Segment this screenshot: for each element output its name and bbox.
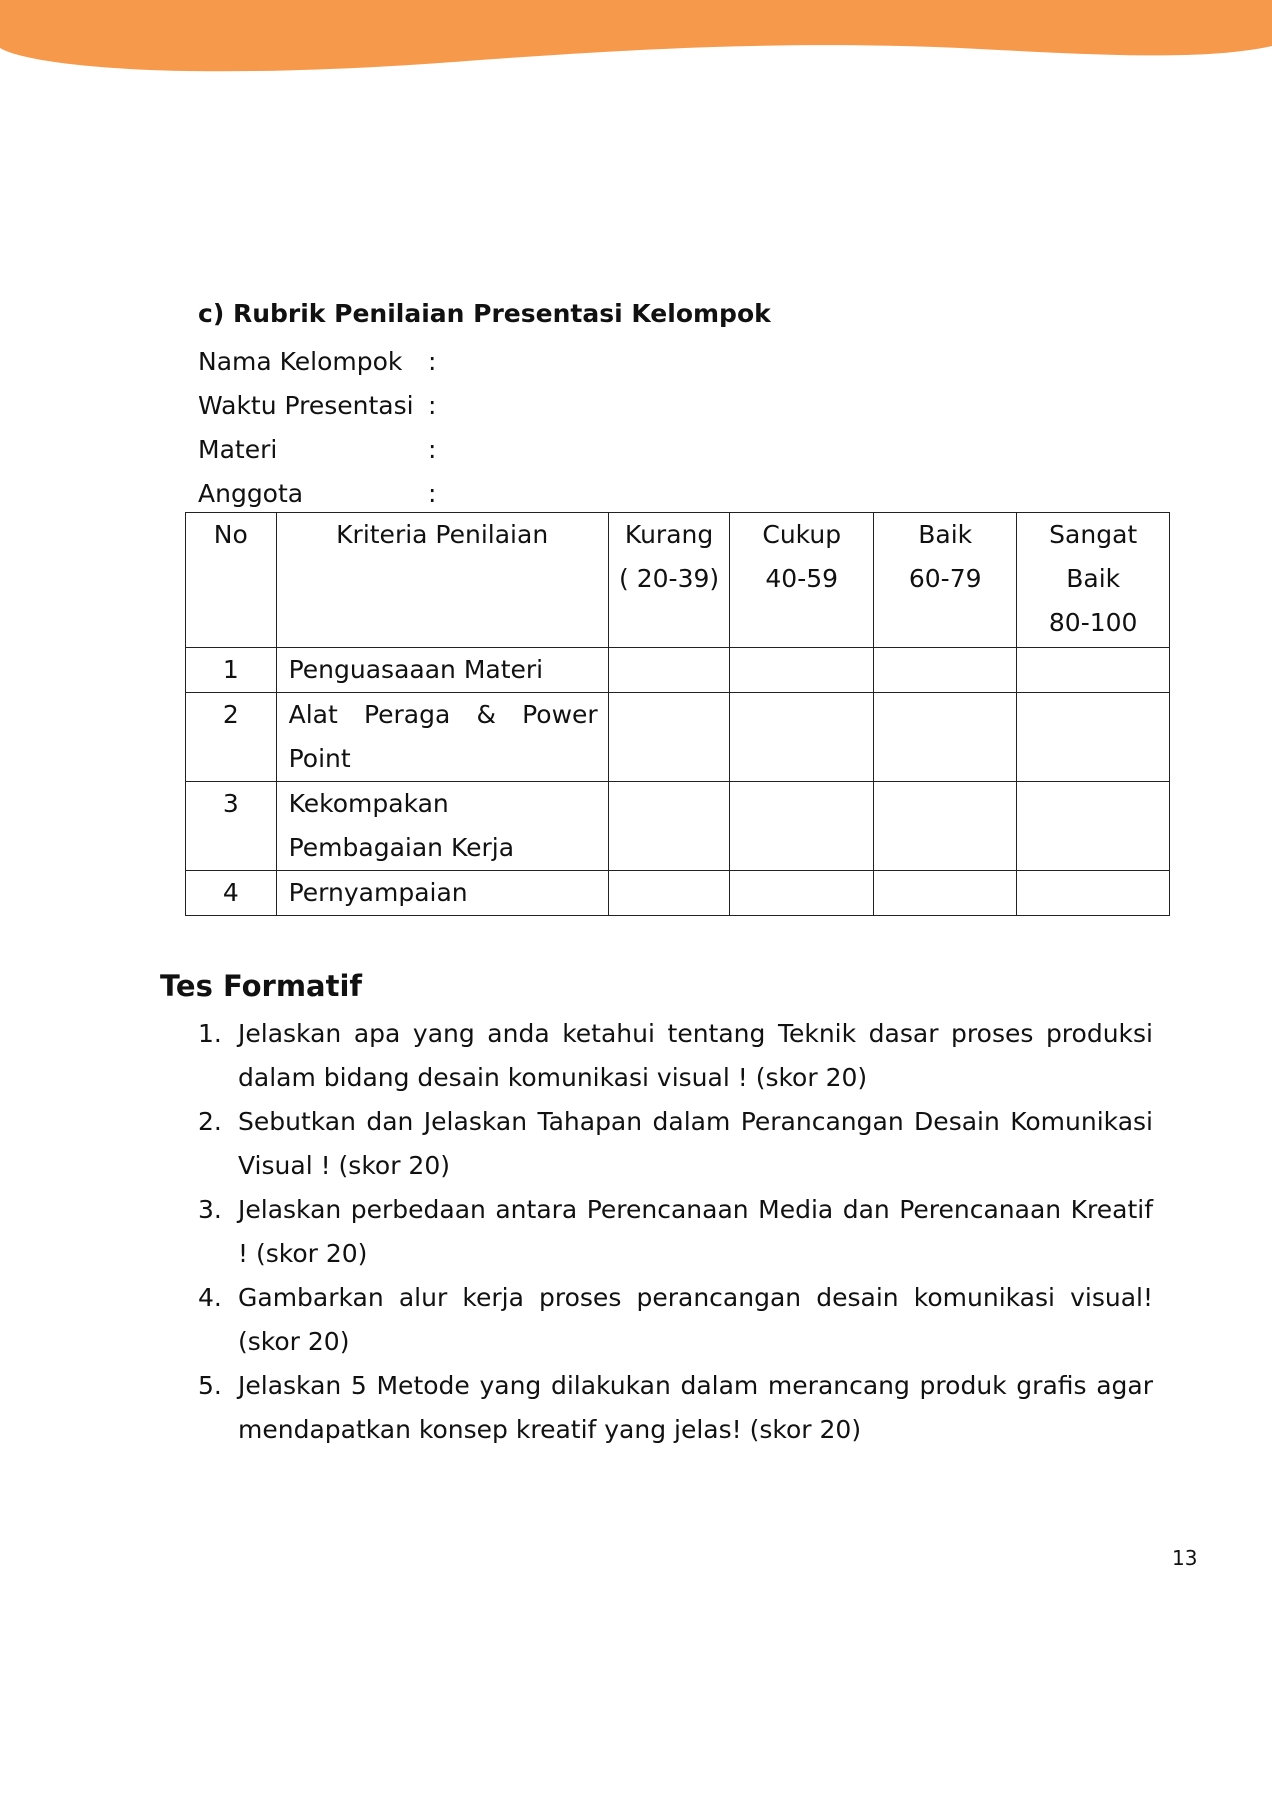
question-text: Jelaskan perbedaan antara Perencanaan Media dan Perencanaan Kreatif ! (skor 20) [238, 1195, 1153, 1268]
table-header-row [186, 513, 1170, 648]
table-row [186, 871, 1170, 916]
field-label: Nama Kelompok [198, 347, 403, 376]
field-waktu-presentasi [198, 384, 436, 428]
row-kriteria: Penguasaaan Materi [276, 648, 608, 693]
score-cell-sangat-baik [1017, 693, 1170, 782]
field-colon: : [428, 435, 437, 464]
question-number: 3. [198, 1195, 222, 1224]
rubric-title: c) Rubrik Penilaian Presentasi Kelompok [198, 299, 771, 328]
field-label: Materi [198, 435, 278, 464]
question-number: 2. [198, 1107, 222, 1136]
page-number: 13 [1172, 1546, 1198, 1570]
header-kurang-range: ( 20-39) [619, 564, 720, 593]
question-text: Jelaskan 5 Metode yang dilakukan dalam merancang produk grafis agar mendapatkan konsep kreatif yang jelas! (skor 20) [238, 1371, 1153, 1444]
field-anggota [198, 472, 436, 516]
header-cukup-range: 40-59 [765, 564, 839, 593]
score-cell-baik [874, 871, 1017, 916]
header-sangat-label: Sangat [1049, 520, 1138, 549]
header-baik [874, 513, 1017, 648]
field-materi [198, 428, 436, 472]
score-cell-kurang [608, 871, 730, 916]
field-nama-kelompok [198, 340, 436, 384]
score-cell-cukup [730, 782, 874, 871]
question-text: Gambarkan alur kerja proses perancangan desain komunikasi visual! (skor 20) [238, 1283, 1153, 1356]
header-baik-label: Baik [918, 520, 973, 549]
score-cell-cukup [730, 871, 874, 916]
question-number: 5. [198, 1371, 222, 1400]
score-cell-sangat-baik [1017, 871, 1170, 916]
field-colon: : [428, 347, 437, 376]
list-item [198, 1012, 1153, 1100]
header-wave-decoration [0, 0, 1272, 90]
field-colon: : [428, 391, 437, 420]
row-kriteria: Alat Peraga & Power Point [276, 693, 608, 782]
question-text: Sebutkan dan Jelaskan Tahapan dalam Perancangan Desain Komunikasi Visual ! (skor 20) [238, 1107, 1153, 1180]
list-item [198, 1364, 1153, 1452]
header-no: No [186, 513, 277, 648]
score-cell-baik [874, 782, 1017, 871]
score-cell-kurang [608, 693, 730, 782]
score-cell-cukup [730, 648, 874, 693]
field-label: Anggota [198, 479, 304, 508]
header-kriteria: Kriteria Penilaian [276, 513, 608, 648]
question-list [198, 1012, 1153, 1452]
rubric-table [185, 512, 1170, 916]
row-kriteria: Kekompakan Pembagaian Kerja [276, 782, 608, 871]
score-cell-kurang [608, 782, 730, 871]
score-cell-baik [874, 648, 1017, 693]
question-number: 4. [198, 1283, 222, 1312]
header-baik-word: Baik [1066, 564, 1121, 593]
row-kriteria: Pernyampaian [276, 871, 608, 916]
table-row [186, 648, 1170, 693]
list-item [198, 1188, 1153, 1276]
row-no: 2 [186, 693, 277, 782]
header-sangat-baik-range: 80-100 [1048, 608, 1138, 637]
row-no: 3 [186, 782, 277, 871]
header-sangat-baik [1017, 513, 1170, 648]
score-cell-cukup [730, 693, 874, 782]
header-kurang-label: Kurang [624, 520, 714, 549]
score-cell-sangat-baik [1017, 782, 1170, 871]
score-cell-sangat-baik [1017, 648, 1170, 693]
header-cukup [730, 513, 874, 648]
header-cukup-label: Cukup [762, 520, 842, 549]
score-cell-baik [874, 693, 1017, 782]
table-row [186, 782, 1170, 871]
question-text: Jelaskan apa yang anda ketahui tentang Teknik dasar proses produksi dalam bidang desain komunikasi visual ! (skor 20) [238, 1019, 1153, 1092]
row-no: 4 [186, 871, 277, 916]
field-colon: : [428, 479, 437, 508]
list-item [198, 1100, 1153, 1188]
header-baik-range: 60-79 [908, 564, 982, 593]
field-label: Waktu Presentasi [198, 391, 414, 420]
tes-formatif-title: Tes Formatif [160, 969, 363, 1003]
question-number: 1. [198, 1019, 222, 1048]
header-kurang [608, 513, 730, 648]
table-row [186, 693, 1170, 782]
score-cell-kurang [608, 648, 730, 693]
list-item [198, 1276, 1153, 1364]
row-no: 1 [186, 648, 277, 693]
